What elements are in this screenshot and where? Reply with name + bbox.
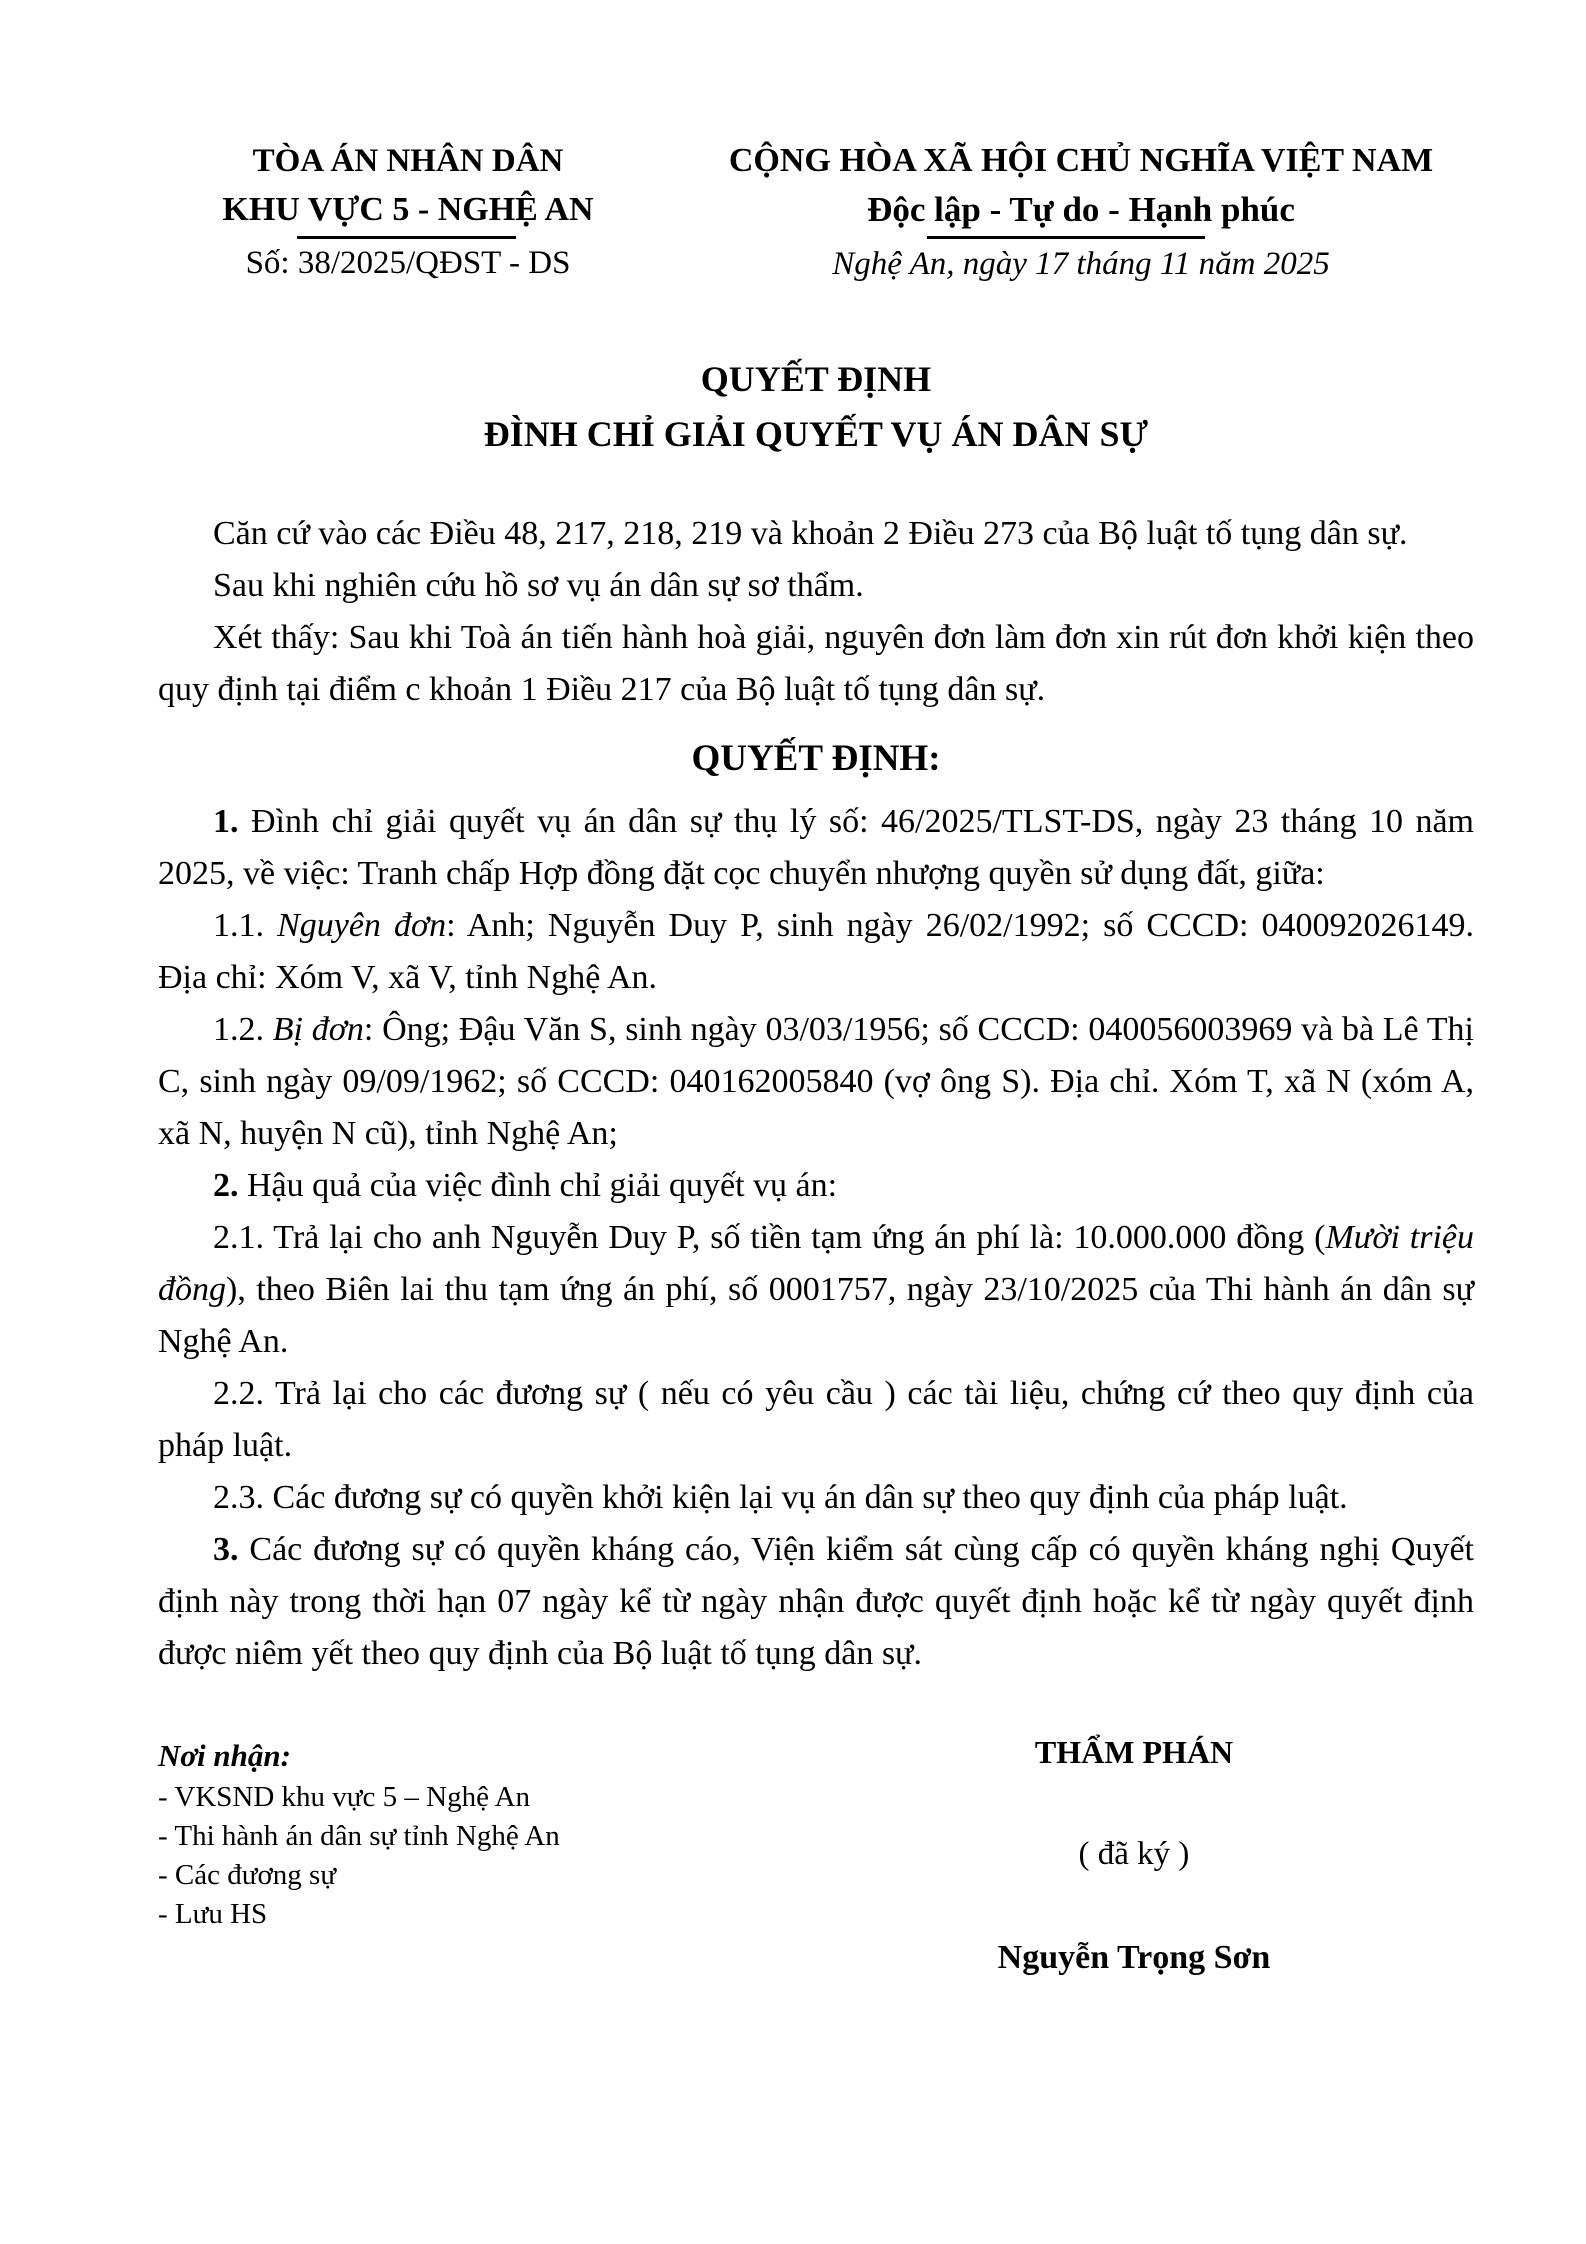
plaintiff-details: : Anh; Nguyễn Duy P, sinh ngày 26/02/1992; số CCCD: 040092026149. Địa chỉ: Xóm V, xã V, tỉnh Nghệ An.	[158, 907, 1475, 996]
article-1-2-defendant	[158, 1004, 1474, 1160]
article-1-1-number: 1.1.	[213, 907, 278, 944]
article-2-1	[158, 1212, 1474, 1368]
article-1-1-plaintiff	[158, 900, 1474, 1004]
signer-name: Nguyễn Trọng Sơn	[997, 1939, 1271, 1976]
signature-block	[794, 1730, 1474, 1977]
article-3-text: Các đương sự có quyền kháng cáo, Viện kiểm sát cùng cấp có quyền kháng nghị Quyết định này trong thời hạn 07 ngày kể từ ngày nhận được quyết định hoặc kể từ ngày quyết định được niêm yết theo quy định của Bộ luật tố tụng dân sự.	[158, 1531, 1474, 1672]
motto-text: Độc lập - Tự do - Hạnh phúc	[867, 190, 1295, 229]
issuing-court-block	[158, 138, 658, 290]
place-and-date: Nghệ An, ngày 17 tháng 11 năm 2025	[832, 246, 1330, 282]
preamble-paragraph-1: Căn cứ vào các Điều 48, 217, 218, 219 và khoản 2 Điều 273 của Bộ luật tố tụng dân sự.	[213, 515, 1408, 552]
recipients-title: Nơi nhận:	[158, 1738, 291, 1773]
motto-underlined-wrap	[867, 184, 1295, 236]
article-2-2: 2.2. Trả lại cho các đương sự ( nếu có yêu cầu ) các tài liệu, chứng cứ theo quy định của pháp luật.	[158, 1375, 1474, 1464]
article-1-text: Đình chỉ giải quyết vụ án dân sự thụ lý số: 46/2025/TLST-DS, ngày 23 tháng 10 năm 2025, về việc: Tranh chấp Hợp đồng đặt cọc chuyển nhượng quyền sử dụng đất, giữa:	[158, 803, 1474, 892]
amount-in-words: Mười triệu đồng	[158, 1219, 1474, 1308]
recipient-item: - VKSND khu vực 5 – Nghệ An	[158, 1781, 531, 1813]
plaintiff-label: Nguyên đơn	[277, 907, 447, 944]
article-2-text: Hậu quả của việc đình chỉ giải quyết vụ án:	[238, 1167, 838, 1204]
document-body	[158, 508, 1474, 1680]
document-title	[158, 352, 1474, 462]
article-2-3: 2.3. Các đương sự có quyền khởi kiện lại vụ án dân sự theo quy định của pháp luật.	[213, 1479, 1348, 1516]
article-2	[158, 1160, 1474, 1212]
article-1-number: 1.	[213, 803, 239, 840]
article-3	[158, 1524, 1474, 1680]
recipient-item: - Lưu HS	[158, 1898, 268, 1930]
defendant-details: : Ông; Đậu Văn S, sinh ngày 03/03/1956; số CCCD: 040056003969 và bà Lê Thị C, sinh ngày 09/09/1962; số CCCD: 040162005840 (vợ ông S). Địa chỉ. Xóm T, xã N (xóm A, xã N, huyện N cũ), tỉnh Nghệ An;	[158, 1011, 1475, 1152]
defendant-label: Bị đơn	[272, 1011, 364, 1048]
recipient-item: - Thi hành án dân sự tỉnh Nghệ An	[158, 1820, 560, 1852]
preamble-paragraph-3: Xét thấy: Sau khi Toà án tiến hành hoà giải, nguyên đơn làm đơn xin rút đơn khởi kiện theo quy định tại điểm c khoản 1 Điều 217 của Bộ luật tố tụng dân sự.	[158, 619, 1474, 708]
partial-underline	[927, 236, 1205, 239]
article-3-number: 3.	[213, 1531, 239, 1568]
recipient-item: - Các đương sự	[158, 1859, 337, 1891]
recipients-block	[158, 1730, 794, 1977]
title-line2: ĐÌNH CHỈ GIẢI QUYẾT VỤ ÁN DÂN SỰ	[483, 414, 1149, 454]
decision-heading: QUYẾT ĐỊNH:	[691, 738, 941, 779]
country-name: CỘNG HÒA XÃ HỘI CHỦ NGHĨA VIỆT NAM	[728, 142, 1434, 179]
court-name-line2	[158, 184, 658, 236]
preamble-paragraph-2: Sau khi nghiên cứu hồ sơ vụ án dân sự sơ thẩm.	[213, 567, 864, 604]
article-2-1-text-pre: 2.1. Trả lại cho anh Nguyễn Duy P, số tiền tạm ứng án phí là: 10.000.000 đồng (	[213, 1219, 1326, 1256]
signer-role: THẨM PHÁN	[1034, 1734, 1234, 1770]
national-motto-block	[688, 138, 1474, 292]
document-footer	[158, 1730, 1474, 1977]
title-line1: QUYẾT ĐỊNH	[700, 359, 932, 399]
document-header	[158, 138, 1474, 292]
article-1-2-number: 1.2.	[213, 1011, 273, 1048]
national-motto	[688, 184, 1474, 236]
partial-underline	[297, 236, 516, 239]
article-2-number: 2.	[213, 1167, 239, 1204]
court-name-line1: TÒA ÁN NHÂN DÂN	[252, 143, 564, 179]
article-1	[158, 796, 1474, 900]
signed-note: ( đã ký )	[1078, 1836, 1190, 1872]
court-name-underlined-wrap	[222, 184, 593, 236]
court-name-text: KHU VỰC 5 - NGHỆ AN	[222, 191, 594, 228]
article-2-1-text-post: ), theo Biên lai thu tạm ứng án phí, số 0001757, ngày 23/10/2025 của Thi hành án dân sự Nghệ An.	[158, 1271, 1474, 1360]
document-number: Số: 38/2025/QĐST - DS	[245, 245, 571, 281]
